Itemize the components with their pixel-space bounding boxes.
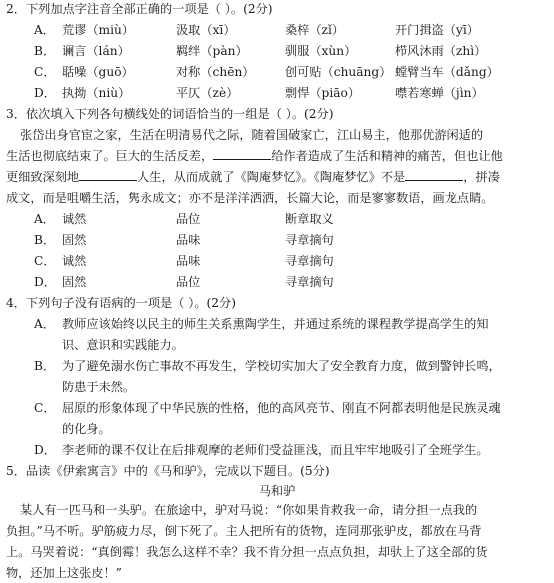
option-item: 桑梓（zǐ） bbox=[285, 23, 345, 37]
option-text: 防患于未然。 bbox=[62, 380, 136, 394]
option-label: A． bbox=[34, 317, 55, 331]
option-item: 对称（chēn） bbox=[176, 65, 255, 79]
option-text: 屈原的形象体现了中华民族的性格，他的高风亮节、刚直不阿都表明他是民族灵魂 bbox=[62, 401, 501, 415]
option-item: 固然 bbox=[62, 233, 87, 247]
option-text: 的化身。 bbox=[62, 422, 111, 436]
q5-stem: 5．品读《伊索寓言》中的《马和驴》，完成以下题目。(5分) bbox=[6, 464, 330, 478]
option-item: 品位 bbox=[176, 212, 201, 226]
option-item: 螳臂当车（dǎng） bbox=[395, 65, 499, 79]
option-item: 汲取（xī） bbox=[176, 23, 236, 37]
option-item: 执拗（niù） bbox=[62, 86, 131, 100]
q3-text: ，拼凑 bbox=[463, 170, 500, 184]
option-item: 羁绊（pàn） bbox=[176, 44, 248, 58]
option-item: 品位 bbox=[176, 275, 201, 289]
answer-blank bbox=[213, 147, 271, 160]
q3-paragraph-line: 成文，而是咀嚼生活，隽永成文；亦不是洋洋洒洒，长篇大论，而是寥寥数语，画龙点睛。 bbox=[6, 191, 494, 205]
option-item: 开门揖盗（yī） bbox=[395, 23, 479, 37]
q3-text: 更细致深刻地 bbox=[6, 170, 80, 184]
answer-blank bbox=[79, 168, 137, 181]
option-label: C． bbox=[34, 401, 56, 415]
option-item: 谰言（lán） bbox=[62, 44, 130, 58]
q3-text: 人生，从而成就了《陶庵梦忆》。《陶庵梦忆》不是 bbox=[137, 170, 406, 184]
option-label: B． bbox=[34, 233, 56, 247]
option-item: 噤若寒蝉（jìn） bbox=[395, 86, 484, 100]
q3-text: 给作者造成了生活和精神的痛苦，但也让他 bbox=[271, 149, 503, 163]
option-item: 固然 bbox=[62, 275, 87, 289]
option-label: A． bbox=[34, 212, 55, 226]
option-item: 剽悍（piāo） bbox=[285, 86, 361, 100]
q3-paragraph-line bbox=[6, 168, 500, 186]
option-item: 驯服（xùn） bbox=[285, 44, 357, 58]
option-item: 寻章摘句 bbox=[285, 254, 334, 268]
option-label: D． bbox=[34, 86, 56, 100]
option-item: 创可贴（chuāng） bbox=[285, 65, 392, 79]
q3-stem: 3．依次填入下列各句横线处的词语恰当的一组是（ ）。(2分) bbox=[6, 107, 334, 121]
option-item: 品味 bbox=[176, 254, 201, 268]
option-text: 教师应该始终以民主的师生关系熏陶学生，并通过系统的课程教学提高学生的知 bbox=[62, 317, 489, 331]
answer-blank bbox=[405, 168, 463, 181]
option-item: 平仄（zè） bbox=[176, 86, 239, 100]
passage-line: 负担。”马不听。驴筋疲力尽，倒下死了。主人把所有的货物，连同那张驴皮，都放在马背 bbox=[6, 524, 482, 538]
option-item: 诚然 bbox=[62, 254, 87, 268]
option-item: 诚然 bbox=[62, 212, 87, 226]
passage-line: 上。马哭着说：“真倒霉！我怎么这样不幸？我不肯分担一点点负担，却驮上了这全部的货 bbox=[6, 545, 488, 559]
option-label: D． bbox=[34, 443, 56, 457]
passage-line: 某人有一匹马和一头驴。在旅途中，驴对马说：“你如果肯救我一命，请分担一点我的 bbox=[20, 503, 478, 517]
option-item: 栉风沐雨（zhì） bbox=[395, 44, 487, 58]
passage-line: 物，还加上这张皮！” bbox=[6, 566, 122, 580]
passage-title: 马和驴 bbox=[258, 484, 296, 498]
option-label: B． bbox=[34, 359, 56, 373]
q3-text: 生活也彻底结束了。巨大的生活反差， bbox=[6, 149, 214, 163]
option-text: 李老师的课不仅让在后排观摩的老师们受益匪浅，而且牢牢地吸引了全班学生。 bbox=[62, 443, 489, 457]
q2-stem: 2．下列加点字注音全部正确的一项是（ ）。(2分) bbox=[6, 2, 273, 16]
option-label: C． bbox=[34, 254, 56, 268]
option-item: 寻章摘句 bbox=[285, 233, 334, 247]
option-item: 品味 bbox=[176, 233, 201, 247]
option-text: 为了避免溺水伤亡事故不再发生，学校切实加大了安全教育力度，做到警钟长鸣， bbox=[62, 359, 501, 373]
option-label: C． bbox=[34, 65, 56, 79]
option-label: A． bbox=[34, 23, 55, 37]
option-item: 寻章摘句 bbox=[285, 275, 334, 289]
q3-paragraph-line bbox=[6, 147, 503, 165]
option-label: D． bbox=[34, 275, 56, 289]
option-item: 荒谬（miù） bbox=[62, 23, 135, 37]
option-item: 聒噪（guō） bbox=[62, 65, 134, 79]
q4-stem: 4．下列句子没有语病的一项是（ ）。(2分) bbox=[6, 296, 236, 310]
option-label: B． bbox=[34, 44, 56, 58]
q3-paragraph-line: 张岱出身官宦之家，生活在明清易代之际，随着国破家亡，江山易主，他那优游闲适的 bbox=[20, 128, 484, 142]
option-item: 断章取义 bbox=[285, 212, 334, 226]
option-text: 识、意识和实践能力。 bbox=[62, 338, 184, 352]
